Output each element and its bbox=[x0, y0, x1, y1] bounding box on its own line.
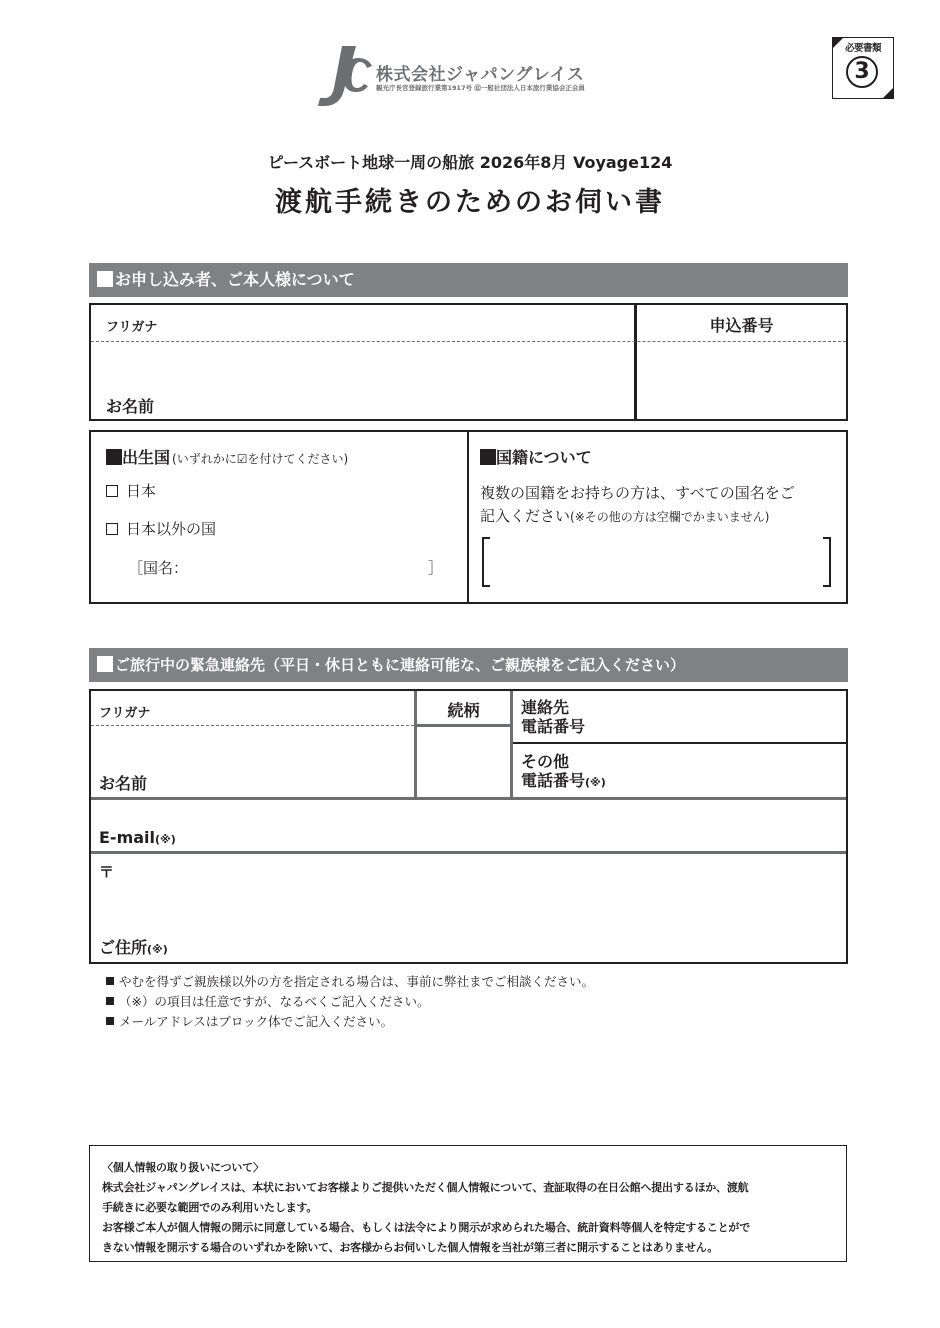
birth-country-heading bbox=[106, 445, 348, 468]
note-item bbox=[106, 972, 594, 992]
phone-label-line1: 連絡先 bbox=[521, 698, 570, 717]
postal-mark: 〒 bbox=[99, 863, 115, 881]
square-bullet-icon bbox=[106, 977, 114, 985]
section-emergency-title: ご旅行中の緊急連絡先（平日・休日ともに連絡可能な、ご親族様をご記入ください） bbox=[115, 656, 686, 674]
contact-furigana-field[interactable] bbox=[91, 691, 414, 724]
option-other-country[interactable] bbox=[106, 518, 216, 539]
country-name-close: ］ bbox=[428, 559, 444, 577]
application-number-label: 申込番号 bbox=[709, 316, 774, 335]
contact-name-field[interactable] bbox=[91, 727, 414, 797]
section-applicant-title: お申し込み者、ご本人様について bbox=[115, 270, 355, 289]
privacy-heading: 〈個人情報の取り扱いについて〉 bbox=[102, 1161, 264, 1174]
badge-label: 必要書類 bbox=[844, 43, 881, 54]
row-divider bbox=[513, 742, 846, 744]
applicant-name-field[interactable] bbox=[91, 343, 632, 419]
privacy-line: きない情報を開示する場合のいずれかを除いて、お客様からお伺いした個人情報を当社が第三者に開示することはありません。 bbox=[102, 1241, 719, 1254]
relationship-label: 続柄 bbox=[447, 701, 480, 720]
privacy-notice bbox=[89, 1145, 847, 1262]
company-name: 株式会社ジャパングレイス bbox=[376, 65, 585, 85]
note-text: やむを得ずご親族様以外の方を指定される場合は、事前に弊社までご相談ください。 bbox=[119, 974, 595, 989]
phone-label bbox=[521, 698, 585, 736]
address-label bbox=[99, 935, 168, 958]
nationality-title: 国籍について bbox=[496, 448, 592, 467]
column-divider bbox=[510, 691, 513, 798]
postal-code-field[interactable] bbox=[120, 856, 846, 884]
birth-country-title: 出生国 bbox=[122, 448, 171, 467]
badge-corner bbox=[883, 88, 893, 98]
square-bullet-icon bbox=[106, 997, 114, 1005]
square-bullet-icon bbox=[97, 271, 113, 287]
country-name-field[interactable] bbox=[190, 553, 426, 579]
furigana-divider bbox=[91, 341, 846, 342]
note-text: （※）の項目は任意ですが、なるべくご記入ください。 bbox=[119, 994, 430, 1009]
other-phone-label-line2: 電話番号 bbox=[521, 771, 586, 790]
note-text: メールアドレスはブロック体でご記入ください。 bbox=[119, 1014, 394, 1029]
document-subtitle: ピースボート地球一周の船旅 2026年8月 Voyage124 bbox=[267, 153, 673, 172]
optional-mark: (※) bbox=[155, 833, 176, 846]
birth-country-instruction: (いずれかに☑を付けてください) bbox=[172, 452, 349, 466]
nationality-description-line2: 記入ください bbox=[480, 507, 571, 525]
other-phone-field[interactable] bbox=[640, 745, 846, 796]
option-japan[interactable] bbox=[106, 480, 156, 501]
row-divider bbox=[91, 851, 846, 854]
privacy-line: 株式会社ジャパングレイスは、本状においてお客様よりご提供いただく個人情報について、査証取得の在日公館へ提出するほか、渡航 bbox=[102, 1181, 749, 1194]
email-label bbox=[99, 828, 176, 847]
option-other-country-label: 日本以外の国 bbox=[126, 520, 217, 538]
square-bullet-icon bbox=[106, 1017, 114, 1025]
required-document-badge bbox=[832, 37, 894, 99]
optional-mark: (※) bbox=[585, 776, 606, 789]
nationality-description: 複数の国籍をお持ちの方は、すべての国名をご bbox=[480, 484, 795, 502]
nationality-description-2 bbox=[480, 505, 769, 526]
notes-list bbox=[106, 972, 594, 1032]
privacy-line: 手続きに必要な範囲でのみ利用いたします。 bbox=[102, 1201, 318, 1214]
company-registration: 観光庁長官登録旅行業第1917号 ㊟一般社団法人日本旅行業協会正会員 bbox=[376, 84, 585, 92]
name-label: お名前 bbox=[106, 397, 155, 416]
address-field[interactable] bbox=[91, 886, 846, 930]
nationality-field[interactable] bbox=[482, 537, 831, 587]
email-field[interactable] bbox=[190, 800, 846, 850]
contact-name-label: お名前 bbox=[99, 774, 148, 793]
furigana-divider bbox=[91, 725, 414, 726]
document-title: 渡航手続きのためのお伺い書 bbox=[275, 187, 665, 218]
checkbox-japan[interactable] bbox=[106, 485, 118, 497]
phone-label-line2: 電話番号 bbox=[521, 717, 586, 736]
company-logo-icon bbox=[312, 40, 374, 110]
optional-mark: (※) bbox=[147, 943, 168, 956]
application-number-field[interactable] bbox=[639, 343, 846, 419]
other-phone-label bbox=[521, 752, 606, 792]
checkbox-other-country[interactable] bbox=[106, 523, 118, 535]
applicant-furigana-field[interactable] bbox=[91, 305, 632, 340]
note-item bbox=[106, 992, 594, 1012]
country-name-label: ［国名： bbox=[128, 559, 189, 577]
nationality-heading bbox=[480, 445, 592, 468]
square-bullet-icon bbox=[106, 449, 122, 465]
square-bullet-icon bbox=[97, 656, 113, 672]
note-item bbox=[106, 1012, 594, 1032]
other-phone-label-line1: その他 bbox=[521, 752, 570, 771]
column-divider bbox=[467, 430, 469, 604]
section-applicant-header bbox=[89, 263, 848, 297]
section-emergency-header bbox=[89, 648, 848, 682]
furigana-label: フリガナ bbox=[106, 320, 158, 335]
nationality-note: (※その他の方は空欄でかまいません) bbox=[570, 510, 770, 524]
contact-furigana-label: フリガナ bbox=[99, 706, 151, 721]
square-bullet-icon bbox=[480, 449, 496, 465]
badge-number: 3 bbox=[846, 56, 878, 88]
address-label-text: ご住所 bbox=[99, 938, 148, 957]
phone-field[interactable] bbox=[620, 691, 846, 741]
email-label-text: E-mail bbox=[99, 828, 156, 847]
relationship-field[interactable] bbox=[417, 727, 510, 797]
option-japan-label: 日本 bbox=[126, 482, 157, 500]
privacy-line: お客様ご本人が個人情報の開示に同意している場合、もしくは法令により開示が求められた場合、統計資料等個人を特定することがで bbox=[102, 1221, 750, 1234]
